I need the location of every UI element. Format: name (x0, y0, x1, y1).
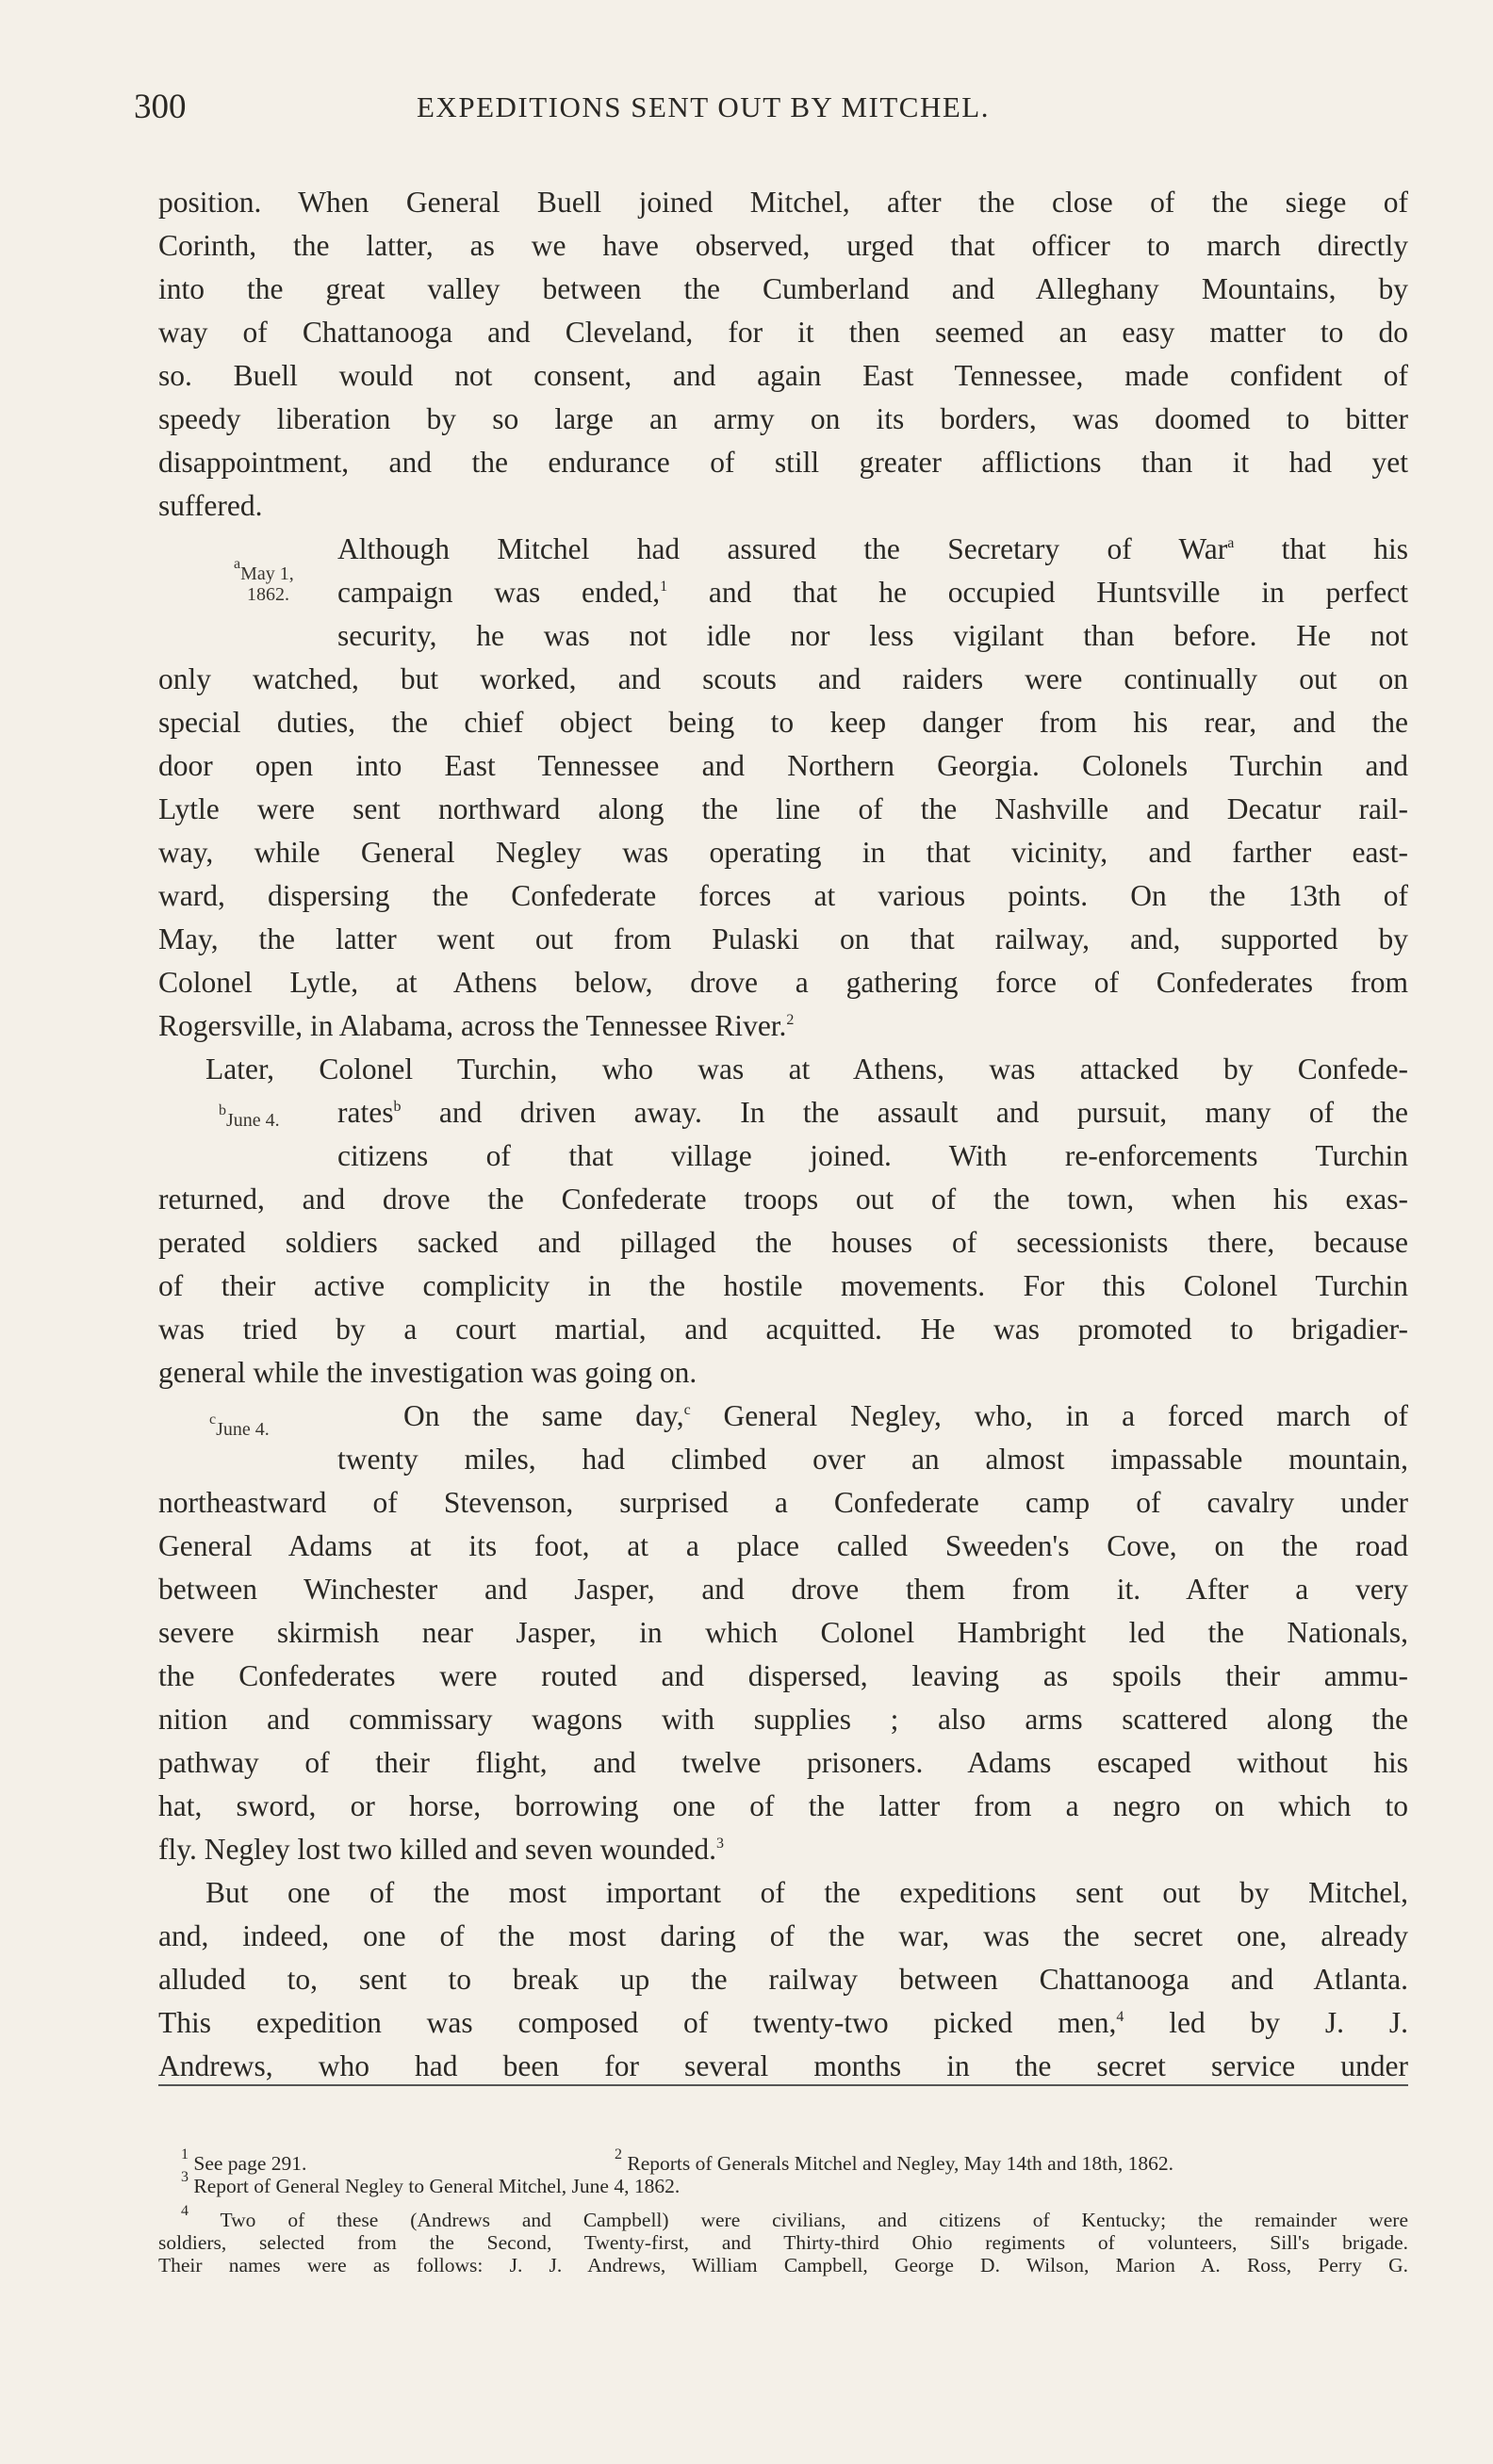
footnote-3: Report of General Negley to General Mitchel, June 4, 1862. (193, 2175, 681, 2197)
text-line: security, he was not idle nor less vigilant than before. He not (337, 619, 1408, 652)
running-title: EXPEDITIONS SENT OUT BY MITCHEL. (417, 90, 990, 123)
footnote-ref-2: 2 (786, 1012, 795, 1028)
text-line (337, 571, 1408, 614)
footnote-mark: 2 (615, 2146, 622, 2162)
text-line: was tried by a court martial, and acquitted. He was promoted to brigadier- (158, 1313, 1408, 1346)
line-text: Rogersville, in Alabama, across the Tennessee River. (158, 1009, 787, 1042)
text-line: returned, and drove the Confederate troops out of the town, when his exas- (158, 1183, 1408, 1216)
line-text: and that he occupied Huntsville in perfect (667, 576, 1408, 609)
footnote-4-line: soldiers, selected from the Second, Twenty-first, and Thirty-third Ohio regiments of volunteers, Sill's brigade. (158, 2231, 1408, 2254)
text-line: hat, sword, or horse, borrowing one of the latter from a negro on which to (158, 1789, 1408, 1822)
text-line (337, 1091, 1408, 1134)
margin-note-a: $^a$May 1, (234, 556, 294, 584)
text-line: Andrews, who had been for several months in the secret service under (158, 2049, 1408, 2082)
text-line: general while the investigation was going on. (158, 1356, 697, 1389)
footnote-2-wrap (615, 2146, 1173, 2175)
margin-mark: a (234, 556, 241, 572)
text-line: But one of the most important of the expeditions sent out by Mitchel, (205, 1876, 1408, 1909)
text-line: northeastward of Stevenson, surprised a Confederate camp of cavalry under (158, 1486, 1408, 1519)
text-line: Corinth, the latter, as we have observed, urged that officer to march directly (158, 229, 1408, 262)
line-text: This expedition was composed of twenty-two picked men, (158, 2006, 1117, 2039)
text-line: General Adams at its foot, at a place called Sweeden's Cove, on the road (158, 1529, 1408, 1562)
text-line (403, 1395, 1408, 1438)
text-line: ward, dispersing the Confederate forces at various points. On the 13th of (158, 879, 1408, 912)
footnote-mark: 4 (181, 2203, 189, 2219)
line-text: General Negley, who, in a forced march of (690, 1399, 1409, 1432)
margin-mark: b (219, 1102, 226, 1118)
text-line: way, while General Negley was operating in that vicinity, and farther east- (158, 836, 1408, 869)
text-line (337, 528, 1408, 571)
line-text: rates (337, 1096, 394, 1129)
text-line: nition and commissary wagons with supplies ; also arms scattered along the (158, 1703, 1408, 1736)
text-line: door open into East Tennessee and Northern Georgia. Colonels Turchin and (158, 749, 1408, 782)
text-line: citizens of that village joined. With re-enforcements Turchin (337, 1139, 1408, 1172)
text-line: pathway of their flight, and twelve prisoners. Adams escaped without his (158, 1746, 1408, 1779)
text-line: severe skirmish near Jasper, in which Colonel Hambright led the Nationals, (158, 1616, 1408, 1649)
line-text: On the same day, (403, 1399, 684, 1432)
text-line: only watched, but worked, and scouts and raiders were continually out on (158, 662, 1408, 695)
text-line: into the great valley between the Cumberland and Alleghany Mountains, by (158, 272, 1408, 305)
footnote-ref-4: 4 (1116, 2009, 1124, 2025)
footnote-ref-3: 3 (715, 1836, 724, 1852)
footnote-line (181, 2146, 1408, 2175)
text-line: special duties, the chief object being to keep danger from his rear, and the (158, 706, 1408, 739)
margin-mark: c (209, 1411, 217, 1428)
line-text: Although Mitchel had assured the Secretary of War (337, 532, 1228, 565)
text-line (158, 2001, 1408, 2045)
line-text: that his (1234, 532, 1409, 565)
text-line (158, 1004, 1408, 1048)
text-line: suffered. (158, 489, 263, 522)
line-text: and driven away. In the assault and pursuit, many of the (401, 1096, 1408, 1129)
text-line: Colonel Lytle, at Athens below, drove a gathering force of Confederates from (158, 966, 1408, 999)
footnote-ref-1: 1 (660, 579, 668, 595)
text-line: Later, Colonel Turchin, who was at Athens, was attacked by Confede- (205, 1053, 1408, 1085)
text-line: twenty miles, had climbed over an almost impassable mountain, (337, 1443, 1408, 1476)
page-header (134, 87, 1406, 134)
page-number: 300 (134, 88, 187, 126)
text-line: perated soldiers sacked and pillaged the houses of secessionists there, because (158, 1226, 1408, 1259)
footnote-mark: 1 (181, 2146, 189, 2162)
footnote-4-line: Their names were as follows: J. J. Andrews, William Campbell, George D. Wilson, Marion A. Ross, Perry G. (158, 2254, 1408, 2276)
footnote-1: See page 291. (193, 2152, 307, 2175)
footnote-line (181, 2203, 1408, 2231)
line-text: campaign was ended, (337, 576, 661, 609)
margin-note-b: $^b$June 4. (219, 1102, 280, 1131)
text-line: the Confederates were routed and dispersed, leaving as spoils their ammu- (158, 1659, 1408, 1692)
text-line: Lytle were sent northward along the line of the Nashville and Decatur rail- (158, 792, 1408, 825)
footnote-2: Reports of Generals Mitchel and Negley, May 14th and 18th, 1862. (627, 2152, 1173, 2175)
text-line: speedy liberation by so large an army on its borders, was doomed to bitter (158, 402, 1408, 435)
line-text: fly. Negley lost two killed and seven wounded. (158, 1833, 716, 1866)
margin-note-c: $^c$June 4. (209, 1411, 270, 1440)
text-line: alluded to, sent to break up the railway between Chattanooga and Atlanta. (158, 1963, 1408, 1996)
text-line: May, the latter went out from Pulaski on that railway, and, supported by (158, 922, 1408, 955)
line-text: led by J. J. (1124, 2006, 1408, 2039)
note-marker-b: b (393, 1099, 402, 1115)
text-line: position. When General Buell joined Mitchel, after the close of the siege of (158, 186, 1408, 219)
text-line: so. Buell would not consent, and again East Tennessee, made confident of (158, 359, 1408, 392)
text-line (158, 1828, 1408, 1871)
note-marker-c: c (683, 1402, 691, 1418)
text-line: and, indeed, one of the most daring of the war, was the secret one, already (158, 1919, 1408, 1952)
footnote-line (181, 2169, 1408, 2197)
text-line: of their active complicity in the hostile movements. For this Colonel Turchin (158, 1269, 1408, 1302)
text-line: way of Chattanooga and Cleveland, for it then seemed an easy matter to do (158, 316, 1408, 349)
margin-note-a-year: 1862. (247, 584, 289, 605)
footnote-mark: 3 (181, 2169, 189, 2185)
footnote-4-line: Two of these (Andrews and Campbell) were civilians, and citizens of Kentucky; the remainder were (220, 2209, 1408, 2231)
note-marker-a: a (1227, 535, 1235, 551)
text-line: disappointment, and the endurance of still greater afflictions than it had yet (158, 446, 1408, 479)
footnote-divider (158, 2084, 1408, 2086)
text-line: between Winchester and Jasper, and drove them from it. After a very (158, 1573, 1408, 1606)
